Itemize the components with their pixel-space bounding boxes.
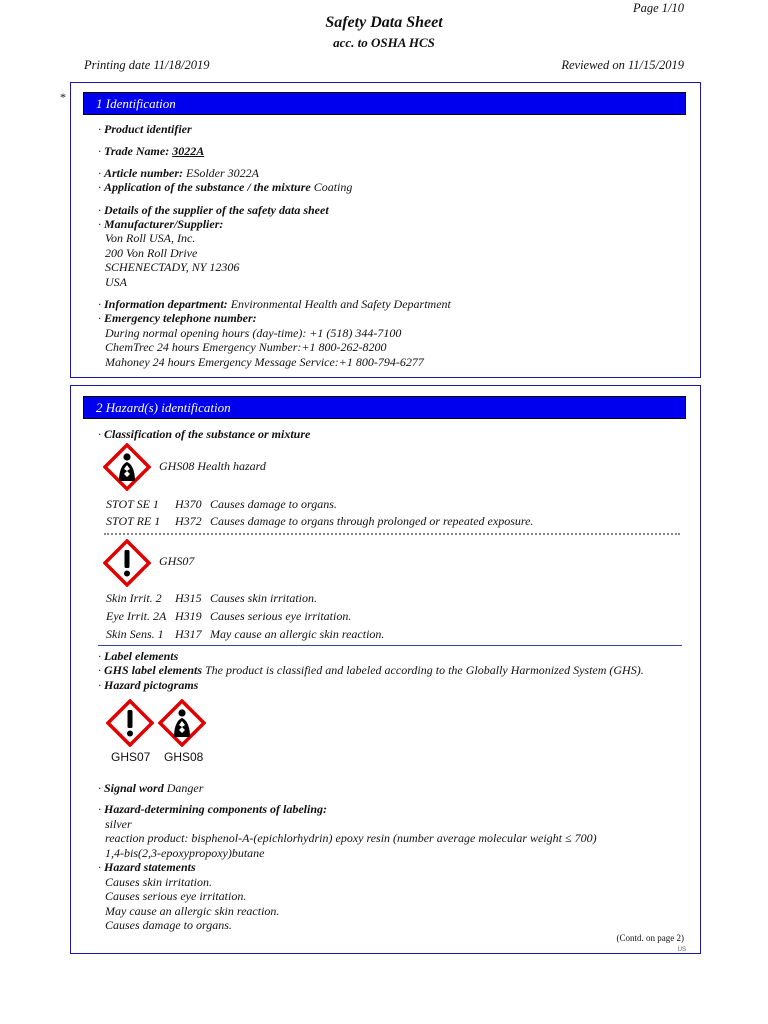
manufacturer: · Manufacturer/Supplier:: [98, 217, 224, 231]
hazard-text: May cause an allergic skin reaction.: [210, 627, 385, 641]
ghs-label-elements-label: GHS label elements: [104, 663, 202, 677]
ghs08-label: GHS08 Health hazard: [159, 459, 266, 473]
trade-name: · Trade Name: 3022A: [98, 144, 205, 158]
supplier-details-label: Details of the supplier of the safety data sheet: [104, 203, 329, 217]
signal-word-value: Danger: [166, 781, 204, 795]
hazard-text: Causes skin irritation.: [210, 591, 318, 605]
section-divider: [98, 645, 682, 646]
hazard-class: Skin Sens. 1: [106, 627, 164, 641]
signal-word: · Signal word Danger: [98, 781, 204, 795]
classification: · Classification of the substance or mixture: [98, 427, 311, 441]
hazard-text: Causes damage to organs.: [210, 497, 337, 511]
ghs08-health-hazard-icon: [158, 699, 206, 747]
document-subtitle: acc. to OSHA HCS: [333, 35, 435, 50]
emergency-telephone: · Emergency telephone number:: [98, 311, 257, 325]
product-identifier-label: Product identifier: [104, 122, 192, 136]
address-line: USA: [105, 275, 127, 289]
supplier-details: · Details of the supplier of the safety data sheet: [98, 203, 329, 217]
hazard-text: Causes damage to organs through prolonged or repeated exposure.: [210, 514, 534, 528]
hazard-code: H315: [175, 591, 202, 605]
ghs07-exclamation-icon: [103, 539, 151, 587]
trade-name-label: Trade Name:: [104, 144, 170, 158]
ghs07-label: GHS07: [159, 554, 195, 568]
emergency-line: ChemTrec 24 hours Emergency Number:+1 800-262-8200: [105, 340, 387, 354]
application-value: Coating: [313, 180, 353, 194]
continued-note: (Contd. on page 2): [616, 933, 684, 943]
emergency-line: During normal opening hours (day-time): +1 (518) 344-7100: [105, 326, 402, 340]
application-label: Application of the substance / the mixture: [104, 180, 311, 194]
product-identifier: · Product identifier: [98, 122, 192, 136]
article-number-value: ESolder 3022A: [186, 166, 260, 180]
hazard-class: STOT RE 1: [106, 514, 161, 528]
section-1-heading: 1 Identification: [83, 92, 686, 115]
classification-label: Classification of the substance or mixture: [104, 427, 311, 441]
pictogram-label: GHS07: [111, 750, 151, 764]
article-number-label: Article number:: [104, 166, 184, 180]
address-line: 200 Von Roll Drive: [105, 246, 198, 260]
pictogram-label: GHS08: [164, 750, 204, 764]
information-department-value: Environmental Health and Safety Department: [230, 297, 451, 311]
component-item: silver: [105, 817, 132, 831]
revision-marker: *: [60, 90, 66, 104]
ghs-label-elements: · GHS label elements The product is classified and labeled according to the Globally Harmonized System (GHS).: [98, 663, 644, 677]
label-elements-label: Label elements: [104, 649, 179, 663]
hazard-class: STOT SE 1: [106, 497, 159, 511]
section-2-heading: 2 Hazard(s) identification: [83, 396, 686, 419]
footer-code: US: [677, 947, 686, 953]
document-title: Safety Data Sheet: [325, 14, 443, 31]
hazard-pictograms: · Hazard pictograms: [98, 678, 199, 692]
hazard-code: H372: [175, 514, 202, 528]
hazard-statements-label: Hazard statements: [104, 860, 196, 874]
reviewed-date: Reviewed on 11/15/2019: [561, 58, 684, 72]
signal-word-label: Signal word: [104, 781, 164, 795]
hazard-class: Skin Irrit. 2: [106, 591, 162, 605]
label-elements: · Label elements: [98, 649, 179, 663]
page-number: Page 1/10: [632, 1, 684, 15]
statement-item: May cause an allergic skin reaction.: [105, 904, 280, 918]
ghs07-exclamation-icon: [106, 699, 154, 747]
address-line: Von Roll USA, Inc.: [105, 231, 196, 245]
hazard-components-label: Hazard-determining components of labeling:: [104, 802, 328, 816]
trade-name-value: 3022A: [172, 144, 205, 158]
information-department-label: Information department:: [104, 297, 228, 311]
hazard-class: Eye Irrit. 2A: [106, 609, 167, 623]
hazard-statements: · Hazard statements: [98, 860, 196, 874]
ghs08-health-hazard-icon: [103, 443, 151, 491]
hazard-components: · Hazard-determining components of labeling:: [98, 802, 328, 816]
address-line: SCHENECTADY, NY 12306: [105, 260, 240, 274]
dotted-divider: [104, 533, 680, 535]
hazard-code: H319: [175, 609, 202, 623]
statement-item: Causes damage to organs.: [105, 918, 232, 932]
statement-item: Causes skin irritation.: [105, 875, 213, 889]
emergency-line: Mahoney 24 hours Emergency Message Service:+1 800-794-6277: [105, 355, 424, 369]
printing-date: Printing date 11/18/2019: [84, 58, 210, 72]
component-item: 1,4-bis(2,3-epoxypropoxy)butane: [105, 846, 265, 860]
application: · Application of the substance / the mixture Coating: [98, 180, 353, 194]
hazard-pictograms-label: Hazard pictograms: [104, 678, 199, 692]
hazard-text: Causes serious eye irritation.: [210, 609, 352, 623]
hazard-code: H370: [175, 497, 202, 511]
ghs-label-elements-value: The product is classified and labeled according to the Globally Harmonized System (GHS).: [205, 663, 644, 677]
emergency-telephone-label: Emergency telephone number:: [104, 311, 257, 325]
hazard-code: H317: [175, 627, 202, 641]
component-item: reaction product: bisphenol-A-(epichlorhydrin) epoxy resin (number average molecular weight ≤ 700): [105, 831, 597, 845]
statement-item: Causes serious eye irritation.: [105, 889, 247, 903]
manufacturer-label: Manufacturer/Supplier:: [104, 217, 224, 231]
information-department: · Information department: Environmental Health and Safety Department: [98, 297, 451, 311]
article-number: · Article number: ESolder 3022A: [98, 166, 260, 180]
